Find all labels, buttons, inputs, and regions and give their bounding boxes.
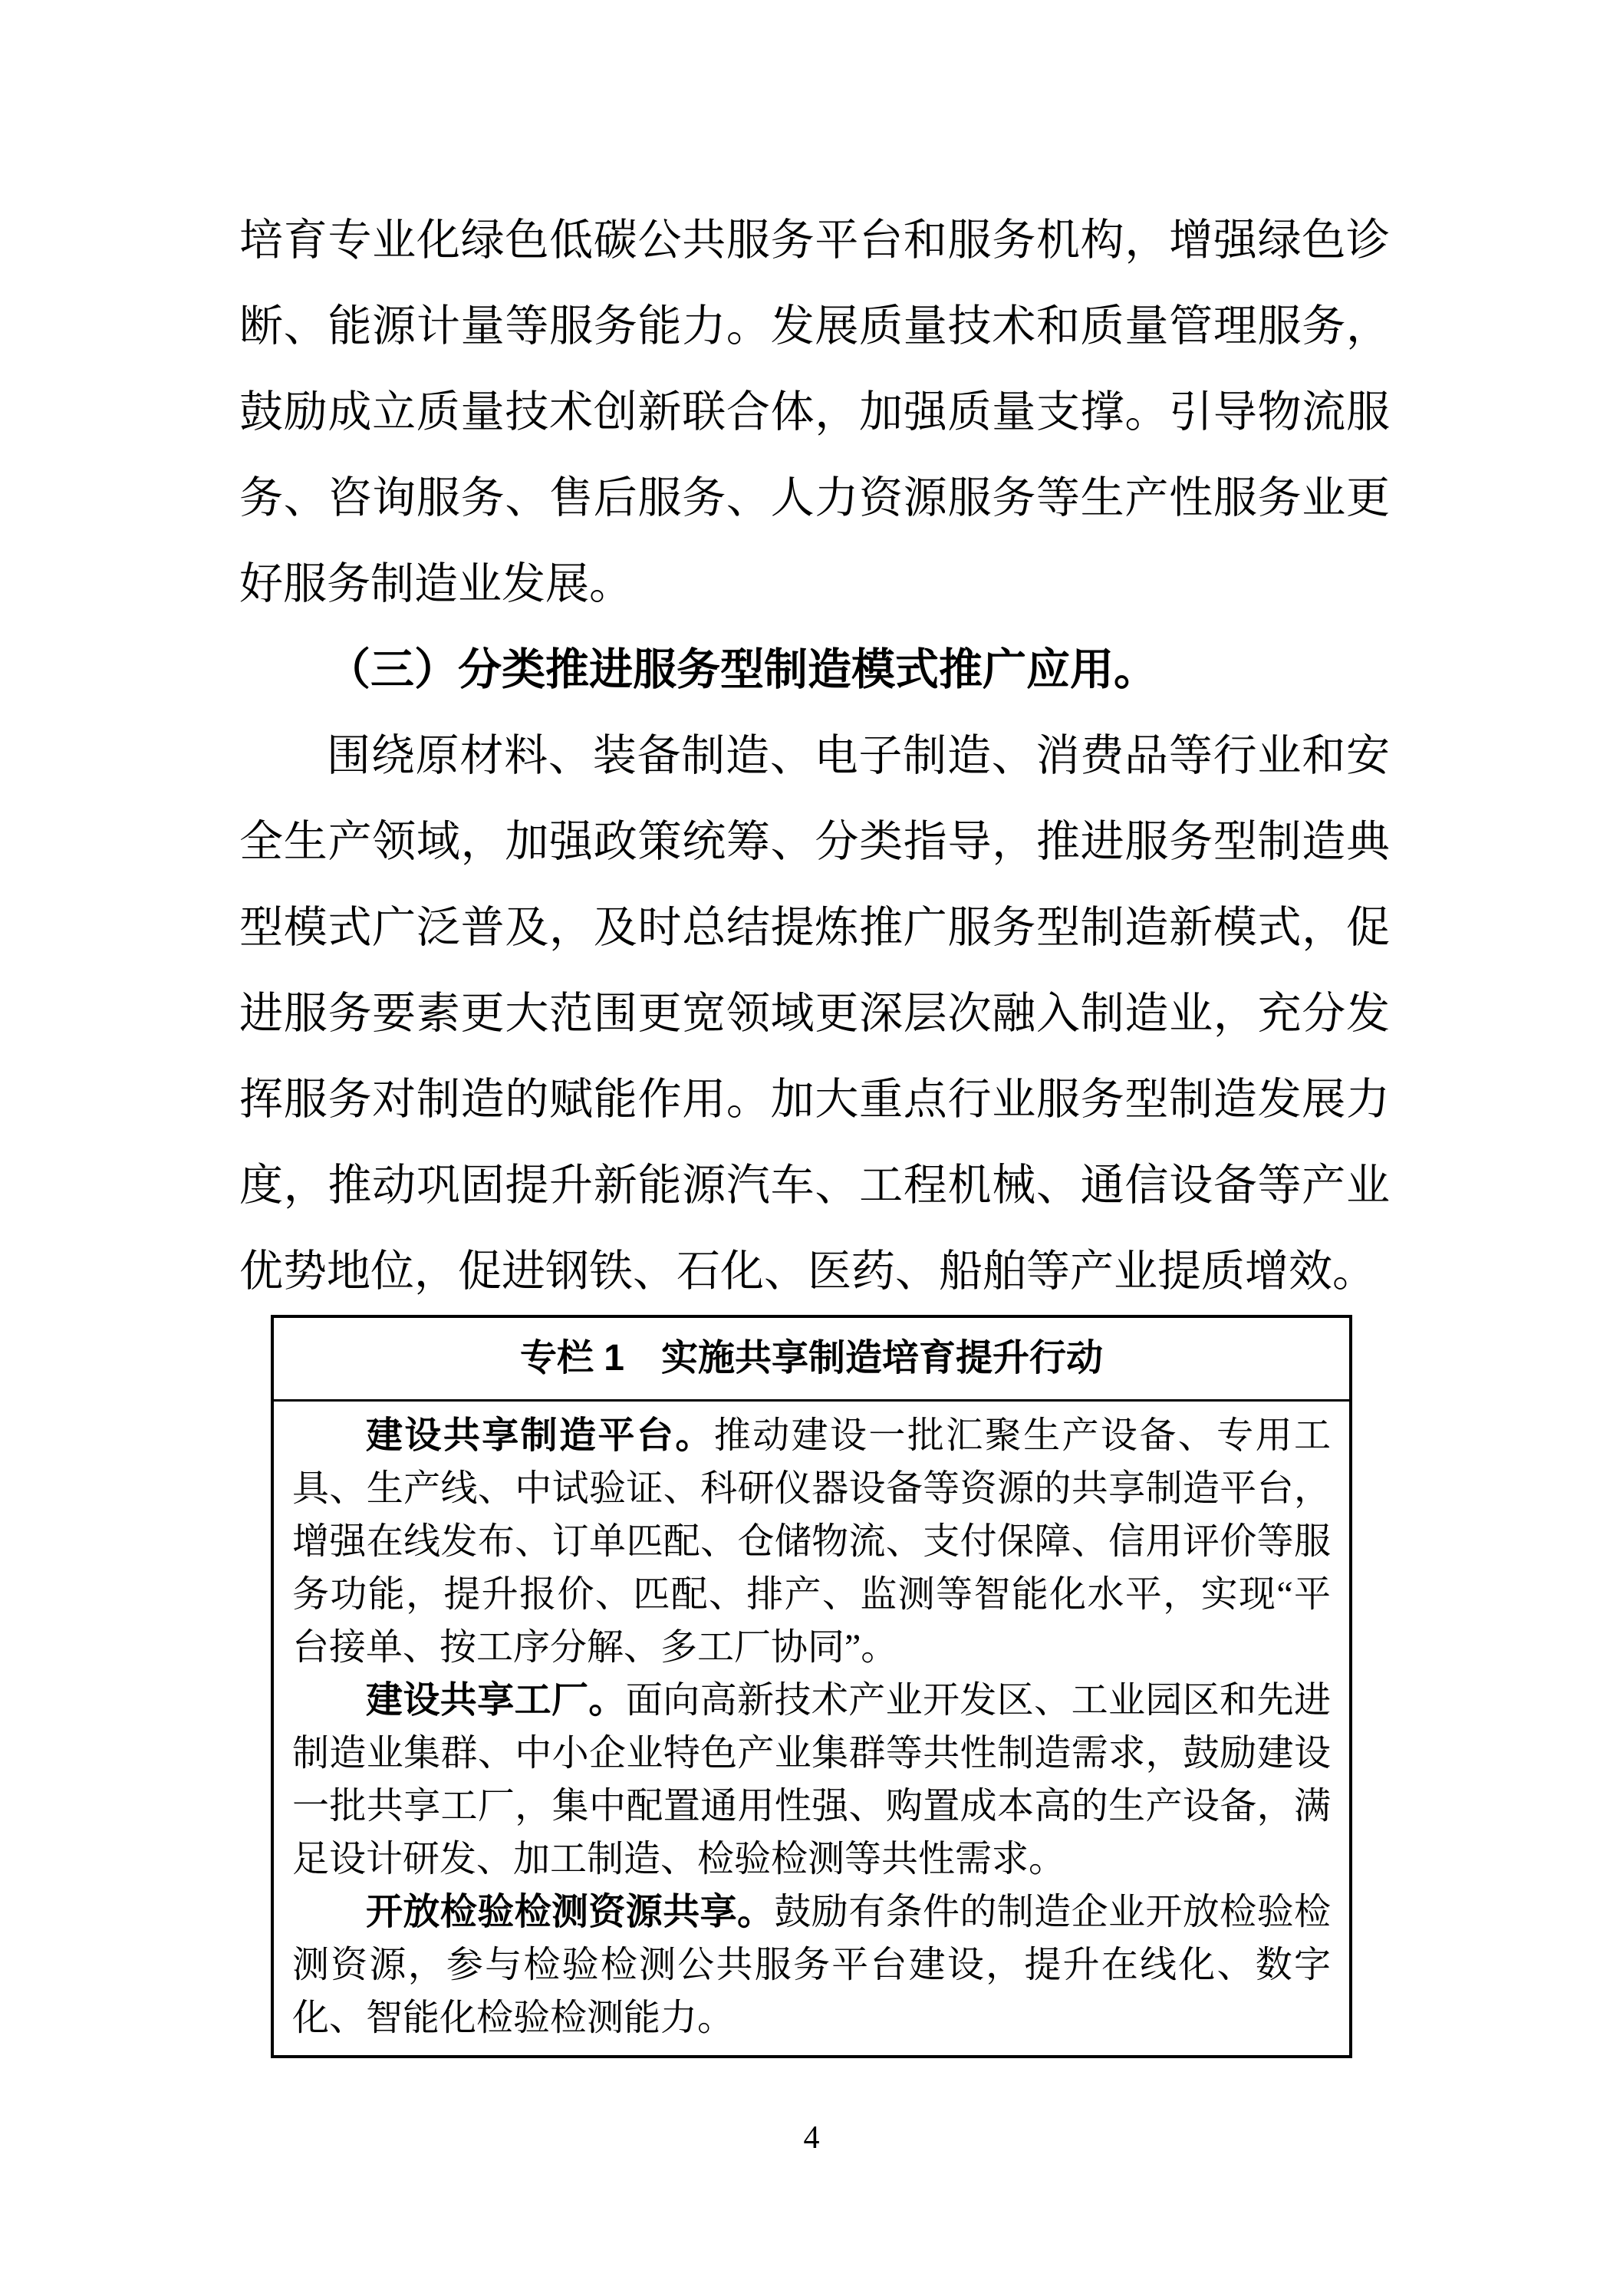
paragraph-continuation: 培育专业化绿色低碳公共服务平台和服务机构，增强绿色诊断、能源计量等服务能力。发展质量技术和质量管理服务，鼓励成立质量技术创新联合体，加强质量支撑。引导物流服务、咨询服务、售后服务、人力资源服务等生产性服务业更好服务制造业发展。 <box>239 216 1390 608</box>
callout-paragraph <box>292 1886 1331 2044</box>
paragraph: 围绕原材料、装备制造、电子制造、消费品等行业和安全生产领域，加强政策统筹、分类指导，推进服务型制造典型模式广泛普及，及时总结提炼推广服务型制造新模式，促进服务要素更大范围更宽领域更深层次融入制造业，充分发挥服务对制造的赋能作用。加大重点行业服务型制造发展力度，推动巩固提升新能源汽车、工程机械、通信设备等产业优势地位，促进钢铁、石化、医药、船舶等产业提质增效。 <box>239 732 1390 1296</box>
callout-title: 专栏 1 实施共享制造培育提升行动 <box>274 1318 1349 1402</box>
page-number: 4 <box>803 2120 820 2156</box>
callout-text: 面向高新技术产业开发区、工业园区和先进制造业集群、中小企业特色产业集群等共性制造需求，鼓励建设一批共享工厂，集中配置通用性强、购置成本高的生产设备，满足设计研发、加工制造、检验检测等共性需求。 <box>292 1680 1331 1879</box>
callout-text: 鼓励有条件的制造企业开放检验检测资源，参与检验检测公共服务平台建设，提升在线化、数字化、智能化检验检测能力。 <box>292 1892 1331 2038</box>
callout-lead: 建设共享工厂。 <box>366 1680 626 1721</box>
callout-box <box>271 1315 1352 2058</box>
callout-lead: 开放检验检测资源共享。 <box>366 1892 775 1932</box>
callout-paragraph <box>292 1409 1331 1674</box>
body-text <box>239 198 1390 1315</box>
callout-body <box>274 1402 1349 2055</box>
callout-lead: 建设共享制造平台。 <box>366 1415 714 1456</box>
callout-text: 推动建设一批汇聚生产设备、专用工具、生产线、中试验证、科研仪器设备等资源的共享制造平台，增强在线发布、订单匹配、仓储物流、支付保障、信用评价等服务功能，提升报价、匹配、排产、监测等智能化水平，实现“平台接单、按工序分解、多工厂协同”。 <box>292 1415 1331 1668</box>
callout-paragraph <box>292 1674 1331 1886</box>
section-heading: （三）分类推进服务型制造模式推广应用。 <box>327 646 1157 694</box>
